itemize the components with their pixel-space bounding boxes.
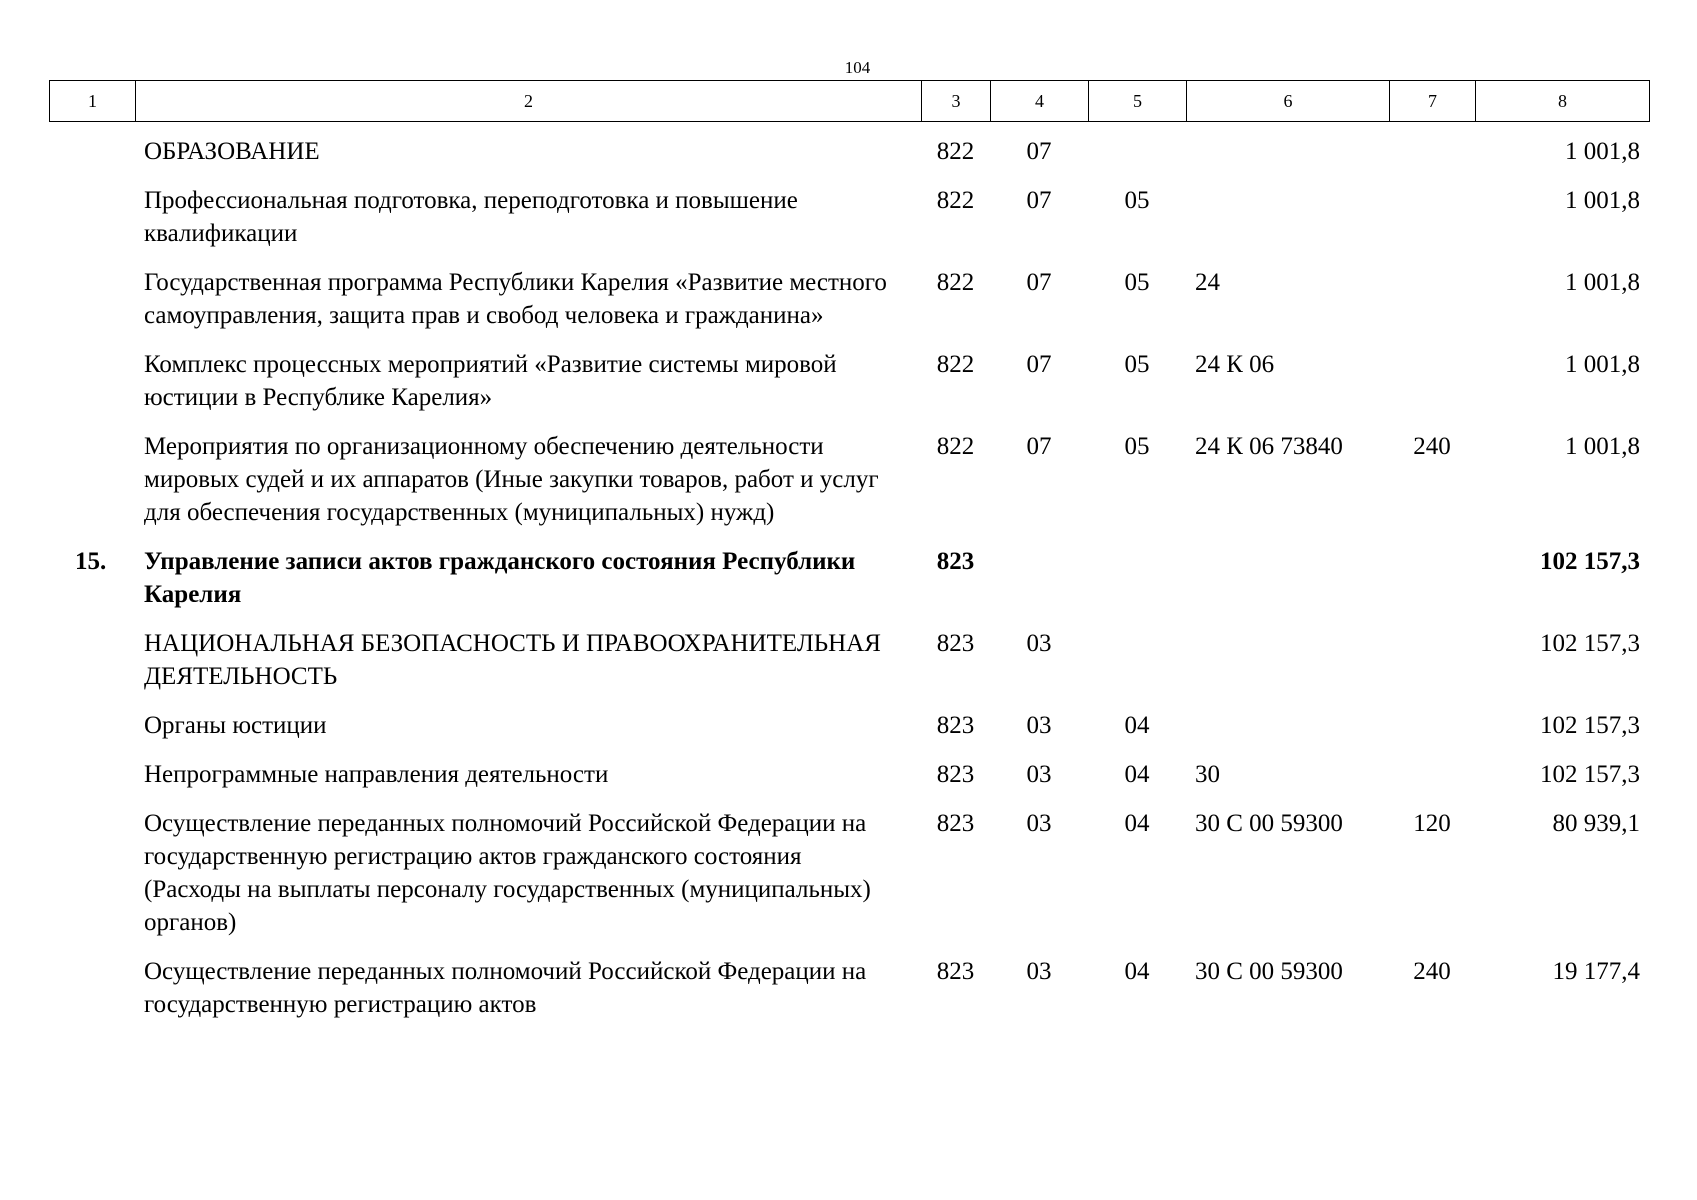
row-col-4 — [990, 545, 1088, 611]
row-col-7 — [1389, 266, 1475, 332]
row-col-5: 05 — [1124, 269, 1150, 296]
row-col-3: 823 — [936, 958, 975, 985]
row-col-3: 822 — [936, 187, 975, 214]
row-col-3: 823 — [936, 548, 975, 575]
row-number — [49, 430, 135, 529]
row-name: Государственная программа Республики Карелия «Развитие местного самоуправления, защита прав и свобод человека и гражданина» — [144, 269, 887, 329]
table-row — [49, 758, 1649, 791]
row-amount: 1 001,8 — [1565, 138, 1640, 165]
table-row — [49, 266, 1649, 332]
row-col-6 — [1186, 709, 1389, 742]
row-col-4: 07 — [1026, 138, 1052, 165]
row-name: Осуществление переданных полномочий Российской Федерации на государственную регистрацию актов — [144, 958, 867, 1018]
row-col-5 — [1088, 627, 1186, 693]
table-row — [49, 709, 1649, 742]
row-number: 15. — [75, 548, 107, 575]
row-name: НАЦИОНАЛЬНАЯ БЕЗОПАСНОСТЬ И ПРАВООХРАНИТЕЛЬНАЯ ДЕЯТЕЛЬНОСТЬ — [144, 630, 881, 690]
row-number — [49, 709, 135, 742]
row-col-5 — [1088, 545, 1186, 611]
row-col-4: 03 — [1026, 810, 1052, 837]
row-amount: 1 001,8 — [1565, 351, 1640, 378]
row-amount: 80 939,1 — [1552, 810, 1640, 837]
row-col-4: 07 — [1026, 269, 1052, 296]
row-amount: 102 157,3 — [1540, 761, 1640, 788]
row-name: ОБРАЗОВАНИЕ — [144, 138, 320, 165]
row-col-7 — [1389, 184, 1475, 250]
row-col-7: 240 — [1413, 433, 1451, 460]
row-number — [49, 184, 135, 250]
row-col-5: 04 — [1124, 761, 1150, 788]
row-amount: 1 001,8 — [1565, 269, 1640, 296]
header-col-8: 8 — [1476, 81, 1650, 122]
row-col-4: 03 — [1026, 630, 1052, 657]
row-col-5: 05 — [1124, 187, 1150, 214]
row-number — [49, 348, 135, 414]
header-col-7: 7 — [1390, 81, 1476, 122]
row-number — [49, 758, 135, 791]
row-col-6: 30 — [1195, 761, 1220, 788]
table-row — [49, 627, 1649, 693]
table-body — [49, 135, 1649, 1037]
table-row — [49, 135, 1649, 168]
row-col-7 — [1389, 545, 1475, 611]
row-col-3: 822 — [936, 351, 975, 378]
row-amount: 19 177,4 — [1552, 958, 1640, 985]
row-amount: 1 001,8 — [1565, 187, 1640, 214]
row-col-7 — [1389, 709, 1475, 742]
row-col-6: 24 — [1195, 269, 1220, 296]
row-col-7 — [1389, 348, 1475, 414]
row-number — [49, 627, 135, 693]
row-col-7 — [1389, 758, 1475, 791]
header-col-5: 5 — [1089, 81, 1187, 122]
row-number — [49, 955, 135, 1021]
row-col-5: 05 — [1124, 433, 1150, 460]
row-col-5: 04 — [1124, 958, 1150, 985]
row-col-5: 04 — [1124, 712, 1150, 739]
row-col-6: 30 С 00 59300 — [1195, 810, 1343, 837]
row-name: Мероприятия по организационному обеспечению деятельности мировых судей и их аппаратов (Иные закупки товаров, работ и услуг для обеспечения государственных (муниципальных) нужд) — [144, 433, 879, 526]
row-col-6: 24 К 06 73840 — [1195, 433, 1343, 460]
row-col-4: 07 — [1026, 433, 1052, 460]
row-col-4: 03 — [1026, 761, 1052, 788]
row-number — [49, 807, 135, 939]
table-row — [49, 955, 1649, 1021]
header-col-3: 3 — [922, 81, 991, 122]
header-col-4: 4 — [991, 81, 1089, 122]
page-number: 104 — [844, 58, 871, 77]
row-col-3: 823 — [936, 630, 975, 657]
row-amount: 102 157,3 — [1540, 548, 1640, 575]
row-col-3: 822 — [936, 138, 975, 165]
row-amount: 102 157,3 — [1540, 630, 1640, 657]
row-name: Непрограммные направления деятельности — [144, 761, 609, 788]
row-col-6 — [1186, 184, 1389, 250]
row-col-6 — [1186, 135, 1389, 168]
row-col-5 — [1088, 135, 1186, 168]
table-row — [49, 807, 1649, 939]
row-col-6 — [1186, 627, 1389, 693]
row-number — [49, 266, 135, 332]
row-number — [49, 135, 135, 168]
table-row — [49, 430, 1649, 529]
row-col-7: 240 — [1413, 958, 1451, 985]
row-amount: 102 157,3 — [1540, 712, 1640, 739]
row-col-4: 03 — [1026, 712, 1052, 739]
header-col-6: 6 — [1187, 81, 1390, 122]
row-col-6: 30 С 00 59300 — [1195, 958, 1343, 985]
row-name: Осуществление переданных полномочий Российской Федерации на государственную регистрацию актов гражданского состояния (Расходы на выплаты персоналу государственных (муниципальных) органов) — [144, 810, 871, 936]
row-col-3: 822 — [936, 433, 975, 460]
table-row — [49, 184, 1649, 250]
row-col-5: 05 — [1124, 351, 1150, 378]
row-col-6 — [1186, 545, 1389, 611]
row-name: Профессиональная подготовка, переподготовка и повышение квалификации — [144, 187, 798, 247]
row-col-5: 04 — [1124, 810, 1150, 837]
row-name: Управление записи актов гражданского состояния Республики Карелия — [144, 548, 856, 608]
row-col-4: 07 — [1026, 187, 1052, 214]
row-col-3: 823 — [936, 810, 975, 837]
header-col-1: 1 — [50, 81, 136, 122]
row-col-3: 823 — [936, 712, 975, 739]
row-col-7: 120 — [1413, 810, 1451, 837]
row-col-4: 07 — [1026, 351, 1052, 378]
row-col-6: 24 К 06 — [1195, 351, 1275, 378]
row-amount: 1 001,8 — [1565, 433, 1640, 460]
row-col-7 — [1389, 627, 1475, 693]
row-name: Комплекс процессных мероприятий «Развитие системы мировой юстиции в Республике Карелия» — [144, 351, 837, 411]
table-header — [49, 80, 1650, 122]
row-col-4: 03 — [1026, 958, 1052, 985]
row-col-3: 822 — [936, 269, 975, 296]
table-row — [49, 348, 1649, 414]
header-col-2: 2 — [136, 81, 922, 122]
table-row — [49, 545, 1649, 611]
row-col-3: 823 — [936, 761, 975, 788]
row-col-7 — [1389, 135, 1475, 168]
row-name: Органы юстиции — [144, 712, 327, 739]
